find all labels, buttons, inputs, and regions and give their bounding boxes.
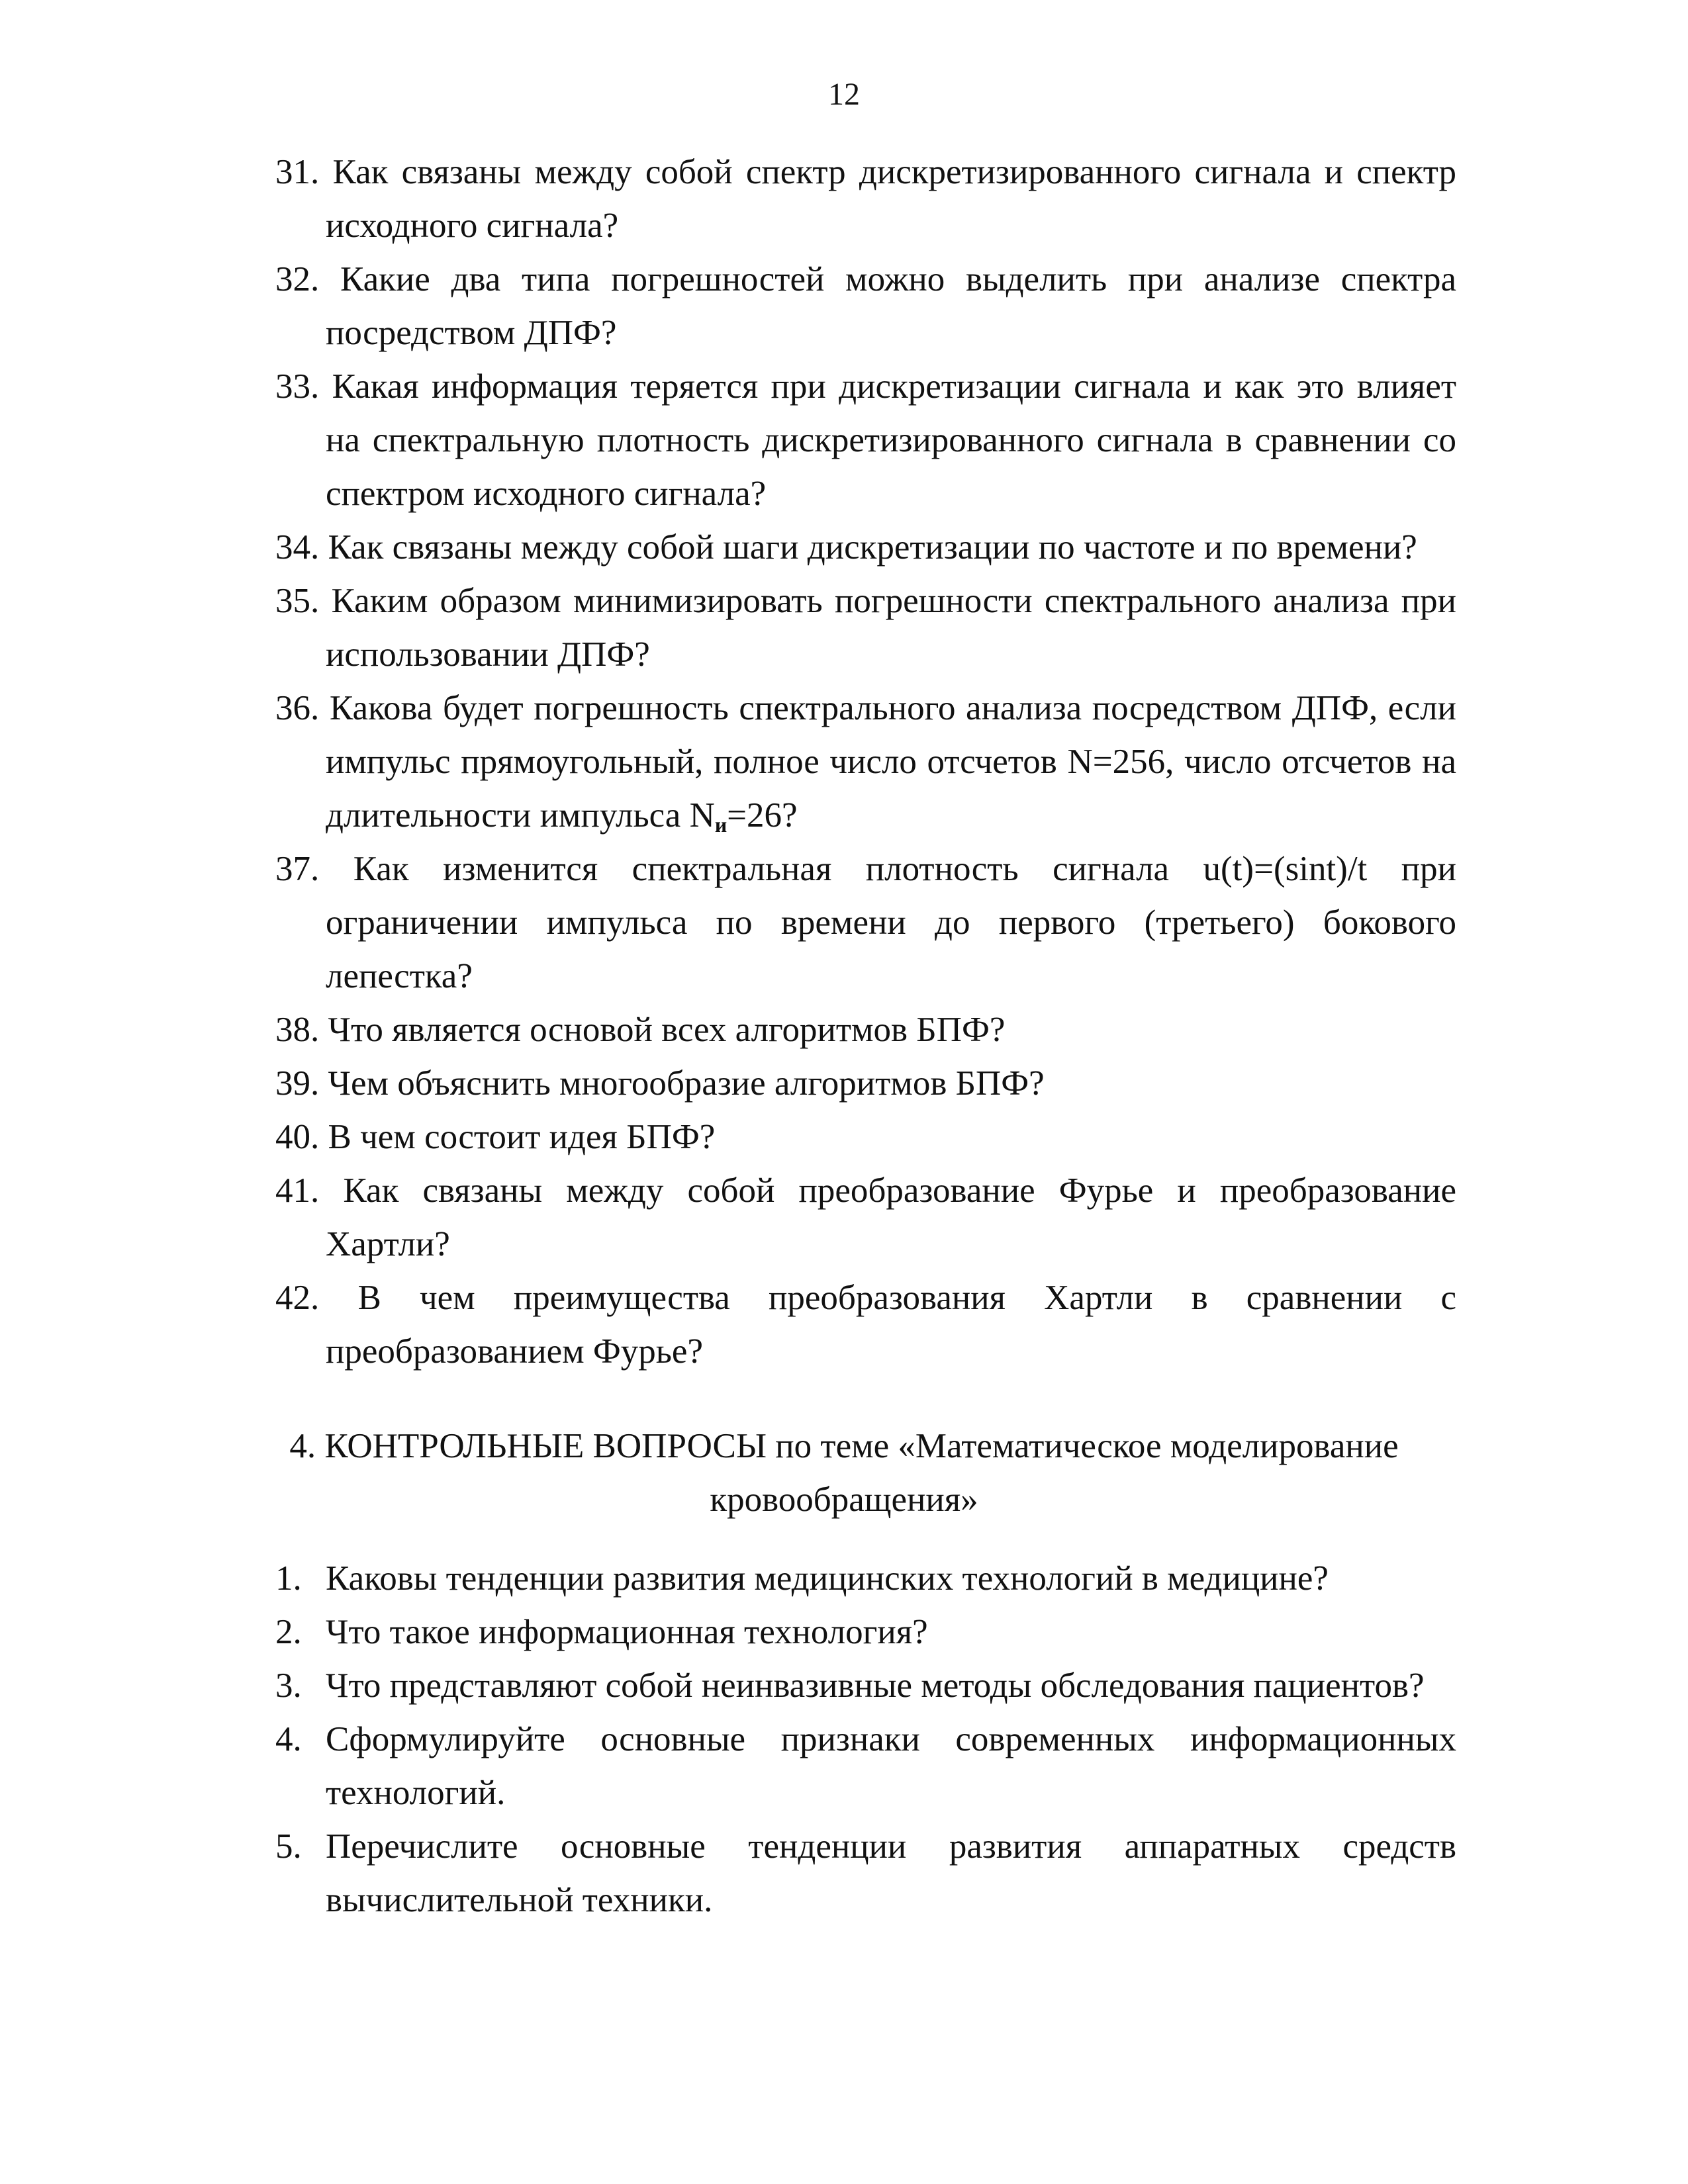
question-text: Какие два типа погрешностей можно выделить при анализе спектра посредством ДПФ? — [326, 260, 1457, 352]
question-text: Как связаны между собой спектр дискретизированного сигнала и спектр исходного сигнала? — [326, 153, 1457, 245]
question-item — [0, 574, 1688, 682]
question-item — [0, 253, 1688, 360]
question-number: 39. — [275, 1064, 320, 1103]
question-number: 40. — [275, 1118, 320, 1156]
question-number: 3. — [275, 1666, 302, 1705]
question-text: Перечислите основные тенденции развития аппаратных средств вычислительной техники. — [326, 1827, 1456, 1919]
question-text: Как связаны между собой шаги дискретизации по частоте и по времени? — [328, 528, 1417, 567]
question-text: Что такое информационная технология? — [326, 1613, 928, 1651]
question-number: 1. — [275, 1559, 302, 1598]
question-text: Сформулируйте основные признаки современных информационных технологий. — [326, 1720, 1456, 1812]
question-item — [0, 842, 1688, 1003]
section-heading: 4. КОНТРОЛЬНЫЕ ВОПРОСЫ по теме «Математическое моделирование кровообращения» — [289, 1427, 1399, 1519]
question-text: Каким образом минимизировать погрешности спектрального анализа при использовании ДПФ? — [326, 582, 1456, 674]
subscript-index: и — [714, 813, 727, 837]
question-text: Что является основой всех алгоритмов БПФ? — [328, 1011, 1006, 1049]
question-item — [0, 1820, 1688, 1927]
question-text-after: =26? — [727, 796, 798, 835]
question-item — [0, 1659, 1688, 1713]
question-text: В чем преимущества преобразования Хартли в сравнении с преобразованием Фурье? — [326, 1279, 1457, 1371]
question-text-before: Какова будет погрешность спектрального анализа посредством ДПФ, если импульс прямоугольный, полное число отсчетов N=256, число отсчетов на длительности импульса N — [326, 689, 1456, 835]
question-item — [0, 1057, 1688, 1111]
question-item — [0, 1164, 1688, 1271]
page-number: 12 — [828, 77, 860, 112]
question-item — [0, 146, 1688, 253]
question-item — [0, 1552, 1688, 1606]
question-text: Как связаны между собой преобразование Фурье и преобразование Хартли? — [326, 1171, 1457, 1263]
question-text: Что представляют собой неинвазивные методы обследования пациентов? — [326, 1666, 1425, 1705]
question-text: Как изменится спектральная плотность сигнала u(t)=(sint)/t при ограничении импульса по времени до первого (третьего) бокового лепестка? — [326, 850, 1456, 995]
question-list-part2 — [0, 1552, 1688, 1927]
question-number: 37. — [275, 850, 320, 888]
question-number: 33. — [275, 367, 320, 406]
question-text: Какая информация теряется при дискретизации сигнала и как это влияет на спектральную плотность дискретизированного сигнала в сравнении со спектром исходного сигнала? — [326, 367, 1456, 513]
question-item — [0, 521, 1688, 574]
question-number: 42. — [275, 1279, 320, 1317]
question-text: Каковы тенденции развития медицинских технологий в медицине? — [326, 1559, 1329, 1598]
question-list-part1 — [0, 146, 1688, 1379]
question-number: 38. — [275, 1011, 320, 1049]
question-item — [0, 1111, 1688, 1164]
question-number: 32. — [275, 260, 320, 298]
question-text: Чем объяснить многообразие алгоритмов БПФ? — [328, 1064, 1045, 1103]
question-number: 2. — [275, 1613, 302, 1651]
question-number: 41. — [275, 1171, 320, 1210]
question-number: 4. — [275, 1720, 302, 1758]
question-item — [0, 1003, 1688, 1057]
question-item — [0, 360, 1688, 521]
question-number: 36. — [275, 689, 320, 727]
question-number: 5. — [275, 1827, 302, 1866]
question-number: 35. — [275, 582, 320, 620]
question-item — [0, 1271, 1688, 1379]
question-text: В чем состоит идея БПФ? — [328, 1118, 716, 1156]
question-item — [0, 1606, 1688, 1659]
question-item — [0, 682, 1688, 842]
question-item — [0, 1713, 1688, 1820]
question-number: 31. — [275, 153, 320, 191]
question-number: 34. — [275, 528, 320, 567]
